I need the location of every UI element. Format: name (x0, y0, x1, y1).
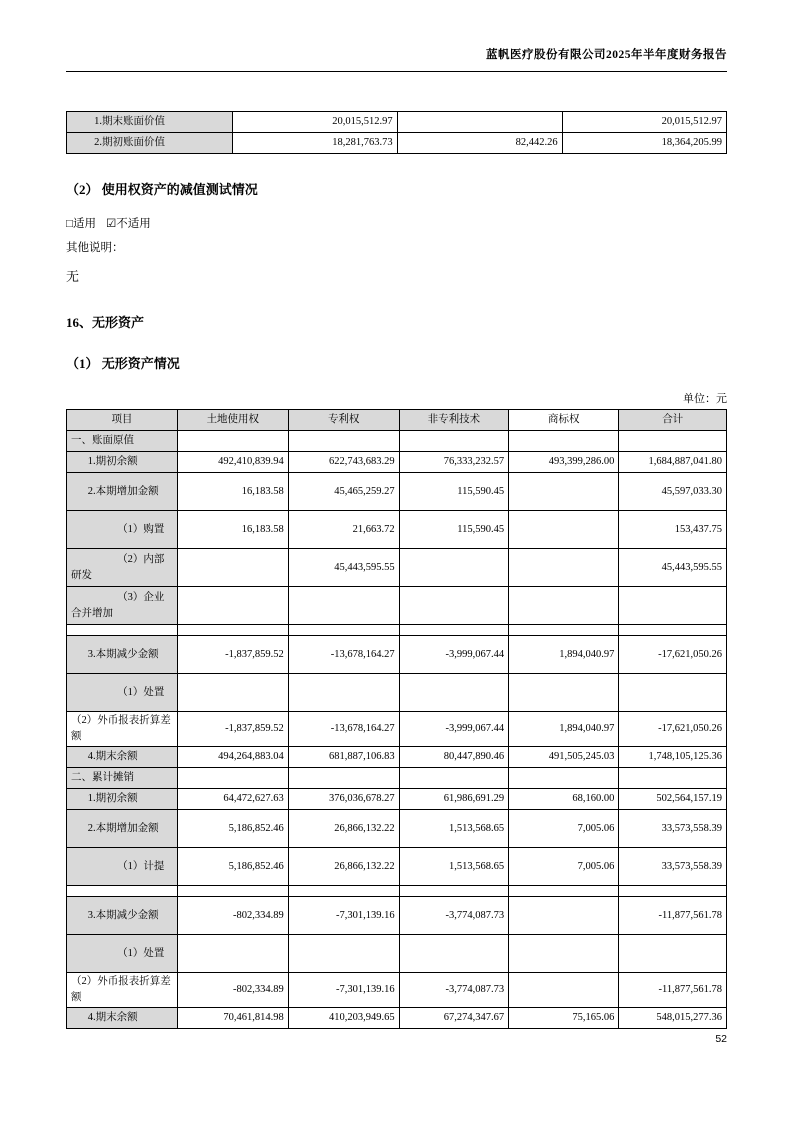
row-label: （1）购置 (67, 511, 178, 549)
value-cell: -3,774,087.73 (399, 973, 509, 1008)
value-cell (619, 625, 727, 636)
value-cell: -7,301,139.16 (288, 897, 399, 935)
value-cell (509, 431, 619, 452)
value-cell (509, 587, 619, 625)
value-cell (177, 674, 288, 712)
value-cell: 20,015,512.97 (233, 112, 397, 133)
column-header: 项目 (67, 410, 178, 431)
column-header: 非专利技术 (399, 410, 509, 431)
value-cell: 33,573,558.39 (619, 810, 727, 848)
table-row (67, 133, 727, 154)
value-cell: -17,621,050.26 (619, 636, 727, 674)
row-label (67, 625, 178, 636)
value-cell (177, 886, 288, 897)
table-row (67, 747, 727, 768)
value-cell: 5,186,852.46 (177, 810, 288, 848)
row-label: （2）外币报表折算差额 (67, 712, 178, 747)
row-label: 2.本期增加金额 (67, 810, 178, 848)
table-row (67, 473, 727, 511)
table-row (67, 549, 727, 587)
value-cell: 153,437.75 (619, 511, 727, 549)
value-cell: -17,621,050.26 (619, 712, 727, 747)
value-cell: 70,461,814.98 (177, 1008, 288, 1029)
other-note-label: 其他说明： (66, 242, 124, 254)
carrying-value-table (66, 111, 727, 154)
column-header: 土地使用权 (177, 410, 288, 431)
column-header: 商标权 (509, 410, 619, 431)
value-cell: 491,505,245.03 (509, 747, 619, 768)
row-label: （1）处置 (67, 935, 178, 973)
value-cell: -13,678,164.27 (288, 636, 399, 674)
row-label: 4.期末余额 (67, 747, 178, 768)
value-cell: 376,036,678.27 (288, 789, 399, 810)
value-cell: 67,274,347.67 (399, 1008, 509, 1029)
page-number: 52 (715, 1033, 727, 1045)
value-cell (509, 674, 619, 712)
value-cell (177, 625, 288, 636)
value-cell: 45,465,259.27 (288, 473, 399, 511)
unit-label: 单位：元 (683, 393, 727, 405)
value-cell (177, 935, 288, 973)
value-cell: 45,443,595.55 (619, 549, 727, 587)
table-row (67, 848, 727, 886)
table-row (67, 935, 727, 973)
checkbox-unchecked-icon: □ (66, 218, 73, 230)
column-header: 合计 (619, 410, 727, 431)
row-label: 1.期初余额 (67, 452, 178, 473)
value-cell (509, 625, 619, 636)
value-cell: 16,183.58 (177, 473, 288, 511)
value-cell: 115,590.45 (399, 473, 509, 511)
value-cell: 1,513,568.65 (399, 810, 509, 848)
value-cell (399, 886, 509, 897)
value-cell (177, 549, 288, 587)
value-cell: 64,472,627.63 (177, 789, 288, 810)
intangible-assets-heading: 16、无形资产 (66, 315, 145, 330)
table-row (67, 1008, 727, 1029)
value-cell: -11,877,561.78 (619, 897, 727, 935)
row-label: 4.期末余额 (67, 1008, 178, 1029)
value-cell: -3,774,087.73 (399, 897, 509, 935)
table-row (67, 587, 727, 625)
value-cell: 492,410,839.94 (177, 452, 288, 473)
value-cell: 7,005.06 (509, 848, 619, 886)
value-cell: 1,513,568.65 (399, 848, 509, 886)
value-cell (177, 768, 288, 789)
table-header-row (67, 410, 727, 431)
table-row (67, 625, 727, 636)
value-cell (288, 935, 399, 973)
not-applicable-label: 不适用 (116, 218, 151, 230)
value-cell (619, 674, 727, 712)
value-cell: 33,573,558.39 (619, 848, 727, 886)
value-cell: 82,442.26 (397, 133, 562, 154)
value-cell: 1,684,887,041.80 (619, 452, 727, 473)
value-cell: 1,894,040.97 (509, 636, 619, 674)
value-cell: 80,447,890.46 (399, 747, 509, 768)
value-cell (288, 431, 399, 452)
value-cell: 502,564,157.19 (619, 789, 727, 810)
value-cell: -802,334.89 (177, 897, 288, 935)
value-cell (288, 768, 399, 789)
value-cell: -7,301,139.16 (288, 973, 399, 1008)
applicability-line (66, 215, 727, 231)
value-cell: 26,866,132.22 (288, 848, 399, 886)
value-cell: 68,160.00 (509, 789, 619, 810)
value-cell (509, 473, 619, 511)
value-cell (288, 886, 399, 897)
value-cell: 45,597,033.30 (619, 473, 727, 511)
value-cell (399, 431, 509, 452)
value-cell: 622,743,683.29 (288, 452, 399, 473)
value-cell (288, 587, 399, 625)
value-cell (619, 886, 727, 897)
row-label: 二、累计摊销 (67, 768, 178, 789)
row-label (67, 886, 178, 897)
value-cell (288, 625, 399, 636)
value-cell (397, 112, 562, 133)
value-cell (619, 431, 727, 452)
value-cell: -1,837,859.52 (177, 636, 288, 674)
row-label: 3.本期减少金额 (67, 636, 178, 674)
value-cell: -3,999,067.44 (399, 712, 509, 747)
row-label: （1）处置 (67, 674, 178, 712)
row-label: 1.期初余额 (67, 789, 178, 810)
table-row (67, 452, 727, 473)
table-row (67, 112, 727, 133)
row-label: （2）内部研发 (67, 549, 178, 587)
value-cell (399, 935, 509, 973)
value-cell (399, 587, 509, 625)
value-cell (509, 549, 619, 587)
value-cell (399, 625, 509, 636)
row-label: （1）计提 (67, 848, 178, 886)
row-label: （3）企业合并增加 (67, 587, 178, 625)
checkbox-checked-icon: ☑ (105, 218, 117, 230)
value-cell: 18,281,763.73 (233, 133, 397, 154)
value-cell (509, 768, 619, 789)
table-row (67, 789, 727, 810)
value-cell: 18,364,205.99 (562, 133, 726, 154)
document-header-title: 蓝帆医疗股份有限公司2025年半年度财务报告 (66, 46, 727, 72)
value-cell (509, 897, 619, 935)
table-row (67, 674, 727, 712)
value-cell: -1,837,859.52 (177, 712, 288, 747)
value-cell (509, 935, 619, 973)
table-row (67, 511, 727, 549)
row-label: 1.期末账面价值 (67, 112, 233, 133)
impairment-test-heading: （2） 使用权资产的减值测试情况 (66, 182, 258, 197)
value-cell: 5,186,852.46 (177, 848, 288, 886)
value-cell (399, 768, 509, 789)
value-cell: 410,203,949.65 (288, 1008, 399, 1029)
value-cell (619, 587, 727, 625)
value-cell: 20,015,512.97 (562, 112, 726, 133)
value-cell: 75,165.06 (509, 1008, 619, 1029)
table-row (67, 431, 727, 452)
table-row (67, 768, 727, 789)
value-cell: 26,866,132.22 (288, 810, 399, 848)
value-cell: 16,183.58 (177, 511, 288, 549)
row-label: 一、账面原值 (67, 431, 178, 452)
value-cell: 548,015,277.36 (619, 1008, 727, 1029)
value-cell (177, 431, 288, 452)
value-cell: -802,334.89 (177, 973, 288, 1008)
table-row (67, 897, 727, 935)
value-cell (288, 674, 399, 712)
value-cell (509, 511, 619, 549)
intangible-assets-table (66, 409, 727, 1029)
table-row (67, 886, 727, 897)
table-row (67, 712, 727, 747)
value-cell: -3,999,067.44 (399, 636, 509, 674)
value-cell (619, 935, 727, 973)
value-cell (509, 973, 619, 1008)
table-row (67, 636, 727, 674)
applicable-label: 适用 (72, 218, 96, 230)
value-cell: -13,678,164.27 (288, 712, 399, 747)
column-header: 专利权 (288, 410, 399, 431)
row-label: 2.本期增加金额 (67, 473, 178, 511)
value-cell: 61,986,691.29 (399, 789, 509, 810)
row-label: 3.本期减少金额 (67, 897, 178, 935)
value-cell: -11,877,561.78 (619, 973, 727, 1008)
value-cell: 76,333,232.57 (399, 452, 509, 473)
table-row (67, 973, 727, 1008)
value-cell (177, 587, 288, 625)
row-label: 2.期初账面价值 (67, 133, 233, 154)
value-cell: 45,443,595.55 (288, 549, 399, 587)
value-cell (619, 768, 727, 789)
value-cell (399, 549, 509, 587)
value-cell: 494,264,883.04 (177, 747, 288, 768)
value-cell: 1,894,040.97 (509, 712, 619, 747)
value-cell (399, 674, 509, 712)
value-cell (509, 886, 619, 897)
intangible-assets-sub-heading: （1） 无形资产情况 (66, 356, 180, 371)
value-cell: 493,399,286.00 (509, 452, 619, 473)
value-cell: 1,748,105,125.36 (619, 747, 727, 768)
value-cell: 681,887,106.83 (288, 747, 399, 768)
value-cell: 21,663.72 (288, 511, 399, 549)
table-row (67, 810, 727, 848)
other-note-value: 无 (66, 269, 80, 284)
value-cell: 115,590.45 (399, 511, 509, 549)
row-label: （2）外币报表折算差额 (67, 973, 178, 1008)
value-cell: 7,005.06 (509, 810, 619, 848)
